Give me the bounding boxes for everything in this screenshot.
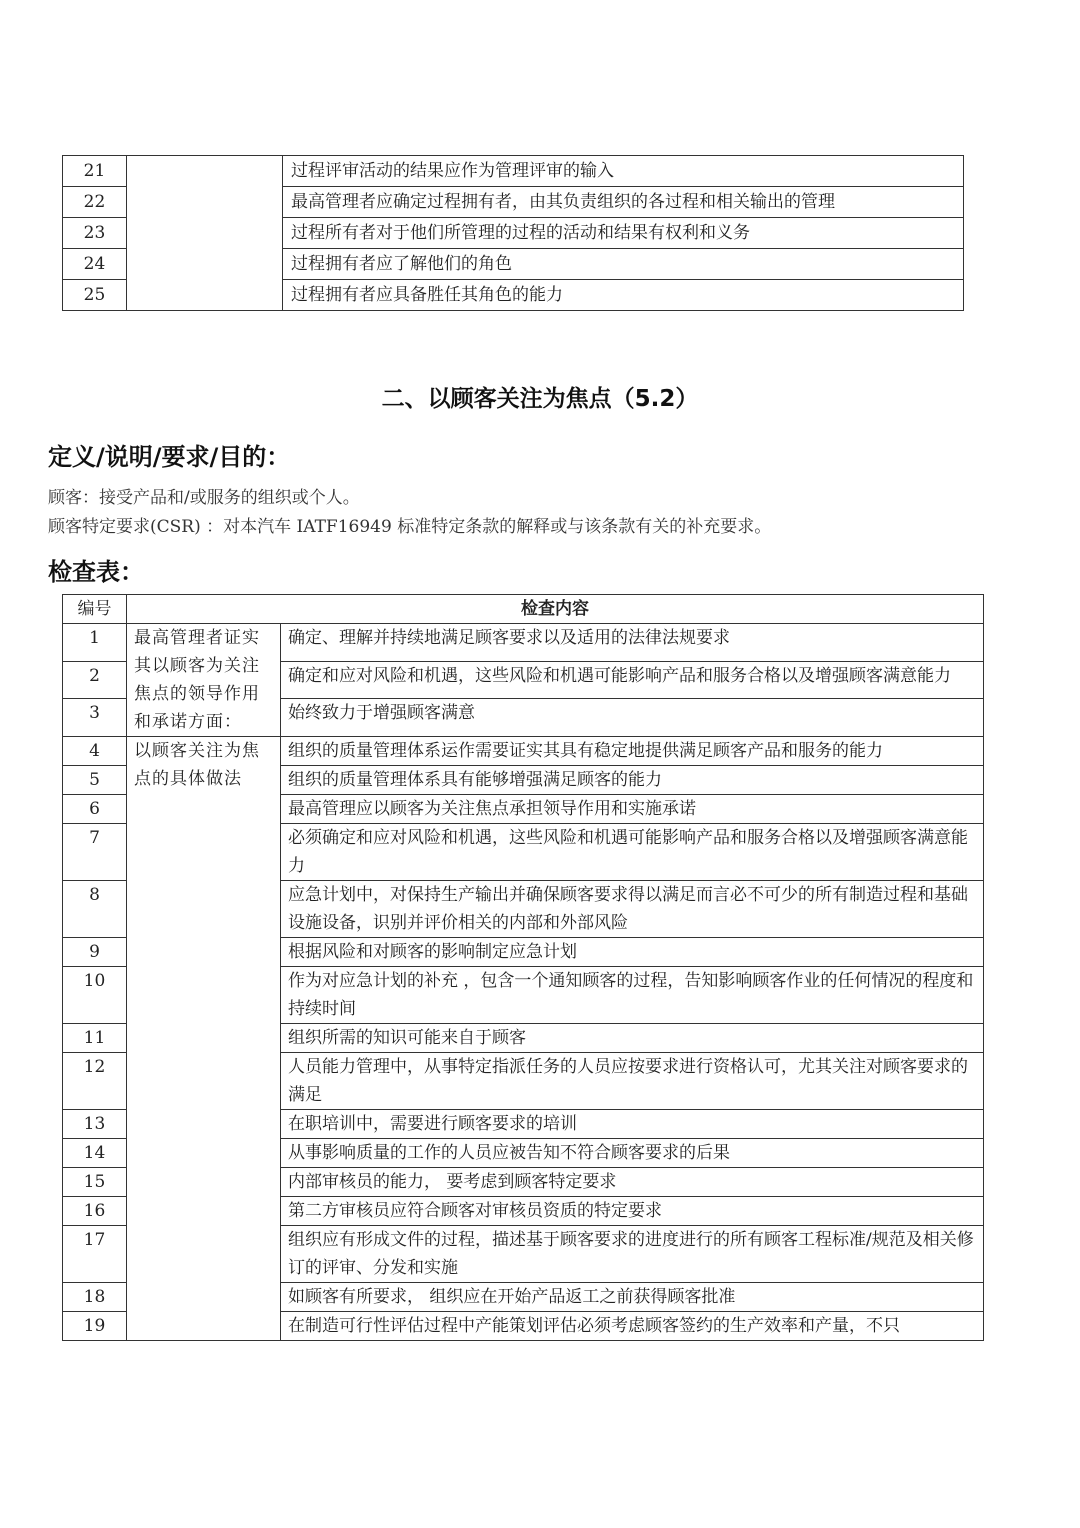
row-number: 19 xyxy=(63,1312,127,1341)
group-leadership-commitment: 最高管理者证实其以顾客为关注焦点的领导作用和承诺方面： xyxy=(127,624,281,737)
table-row xyxy=(63,624,984,662)
row-number: 5 xyxy=(63,766,127,795)
row-content: 过程所有者对于他们所管理的过程的活动和结果有权利和义务 xyxy=(283,218,964,249)
definition-customer: 顾客：接受产品和/或服务的组织或个人。 xyxy=(48,488,360,508)
row-content: 最高管理应以顾客为关注焦点承担领导作用和实施承诺 xyxy=(281,795,984,824)
process-owner-table xyxy=(62,155,964,311)
row-content: 第二方审核员应符合顾客对审核员资质的特定要求 xyxy=(281,1197,984,1226)
row-number: 23 xyxy=(63,218,127,249)
row-content: 根据风险和对顾客的影响制定应急计划 xyxy=(281,938,984,967)
row-content: 应急计划中，对保持生产输出并确保顾客要求得以满足而言必不可少的所有制造过程和基础设施设备，识别并评价相关的内部和外部风险 xyxy=(281,881,984,938)
header-number: 编号 xyxy=(63,595,127,624)
row-content: 始终致力于增强顾客满意 xyxy=(281,699,984,737)
row-content: 内部审核员的能力， 要考虑到顾客特定要求 xyxy=(281,1168,984,1197)
checklist-table xyxy=(62,594,984,1341)
table-row xyxy=(63,156,964,187)
row-content: 必须确定和应对风险和机遇，这些风险和机遇可能影响产品和服务合格以及增强顾客满意能力 xyxy=(281,824,984,881)
row-content: 组织应有形成文件的过程，描述基于顾客要求的进度进行的所有顾客工程标准/规范及相关修订的评审、分发和实施 xyxy=(281,1226,984,1283)
row-number: 15 xyxy=(63,1168,127,1197)
row-number: 17 xyxy=(63,1226,127,1283)
row-content: 人员能力管理中，从事特定指派任务的人员应按要求进行资格认可，尤其关注对顾客要求的满足 xyxy=(281,1053,984,1110)
row-content: 过程拥有者应具备胜任其角色的能力 xyxy=(283,280,964,311)
row-number: 7 xyxy=(63,824,127,881)
row-number: 9 xyxy=(63,938,127,967)
checklist-heading: 检查表： xyxy=(48,558,144,586)
group-customer-focus-practice: 以顾客关注为焦点的具体做法 xyxy=(127,737,281,1341)
row-number: 24 xyxy=(63,249,127,280)
group-cell xyxy=(127,156,283,311)
row-number: 6 xyxy=(63,795,127,824)
row-number: 12 xyxy=(63,1053,127,1110)
definition-csr: 顾客特定要求(CSR) ：对本汽车 IATF16949 标准特定条款的解释或与该条款有关的补充要求。 xyxy=(48,517,772,537)
row-number: 8 xyxy=(63,881,127,938)
row-content: 组织所需的知识可能来自于顾客 xyxy=(281,1024,984,1053)
row-content: 确定和应对风险和机遇，这些风险和机遇可能影响产品和服务合格以及增强顾客满意能力 xyxy=(281,661,984,699)
row-number: 4 xyxy=(63,737,127,766)
row-content: 组织的质量管理体系具有能够增强满足顾客的能力 xyxy=(281,766,984,795)
row-number: 3 xyxy=(63,699,127,737)
row-content: 最高管理者应确定过程拥有者，由其负责组织的各过程和相关输出的管理 xyxy=(283,187,964,218)
definition-heading: 定义/说明/要求/目的： xyxy=(48,443,291,471)
row-content: 在职培训中，需要进行顾客要求的培训 xyxy=(281,1110,984,1139)
row-number: 16 xyxy=(63,1197,127,1226)
row-content: 在制造可行性评估过程中产能策划评估必须考虑顾客签约的生产效率和产量，不只 xyxy=(281,1312,984,1341)
row-number: 11 xyxy=(63,1024,127,1053)
row-content: 组织的质量管理体系运作需要证实其具有稳定地提供满足顾客产品和服务的能力 xyxy=(281,737,984,766)
row-number: 25 xyxy=(63,280,127,311)
row-content: 从事影响质量的工作的人员应被告知不符合顾客要求的后果 xyxy=(281,1139,984,1168)
row-number: 21 xyxy=(63,156,127,187)
row-number: 10 xyxy=(63,967,127,1024)
row-content: 如顾客有所要求， 组织应在开始产品返工之前获得顾客批准 xyxy=(281,1283,984,1312)
row-number: 22 xyxy=(63,187,127,218)
table-header-row xyxy=(63,595,984,624)
row-number: 2 xyxy=(63,661,127,699)
header-content: 检查内容 xyxy=(127,595,984,624)
row-number: 18 xyxy=(63,1283,127,1312)
row-content: 过程评审活动的结果应作为管理评审的输入 xyxy=(283,156,964,187)
row-content: 作为对应急计划的补充 ，包含一个通知顾客的过程，告知影响顾客作业的任何情况的程度和持续时间 xyxy=(281,967,984,1024)
row-content: 确定、理解并持续地满足顾客要求以及适用的法律法规要求 xyxy=(281,624,984,662)
table-row xyxy=(63,737,984,766)
row-number: 13 xyxy=(63,1110,127,1139)
row-number: 1 xyxy=(63,624,127,662)
row-content: 过程拥有者应了解他们的角色 xyxy=(283,249,964,280)
row-number: 14 xyxy=(63,1139,127,1168)
section-title: 二、以顾客关注为焦点（5.2） xyxy=(381,386,699,412)
